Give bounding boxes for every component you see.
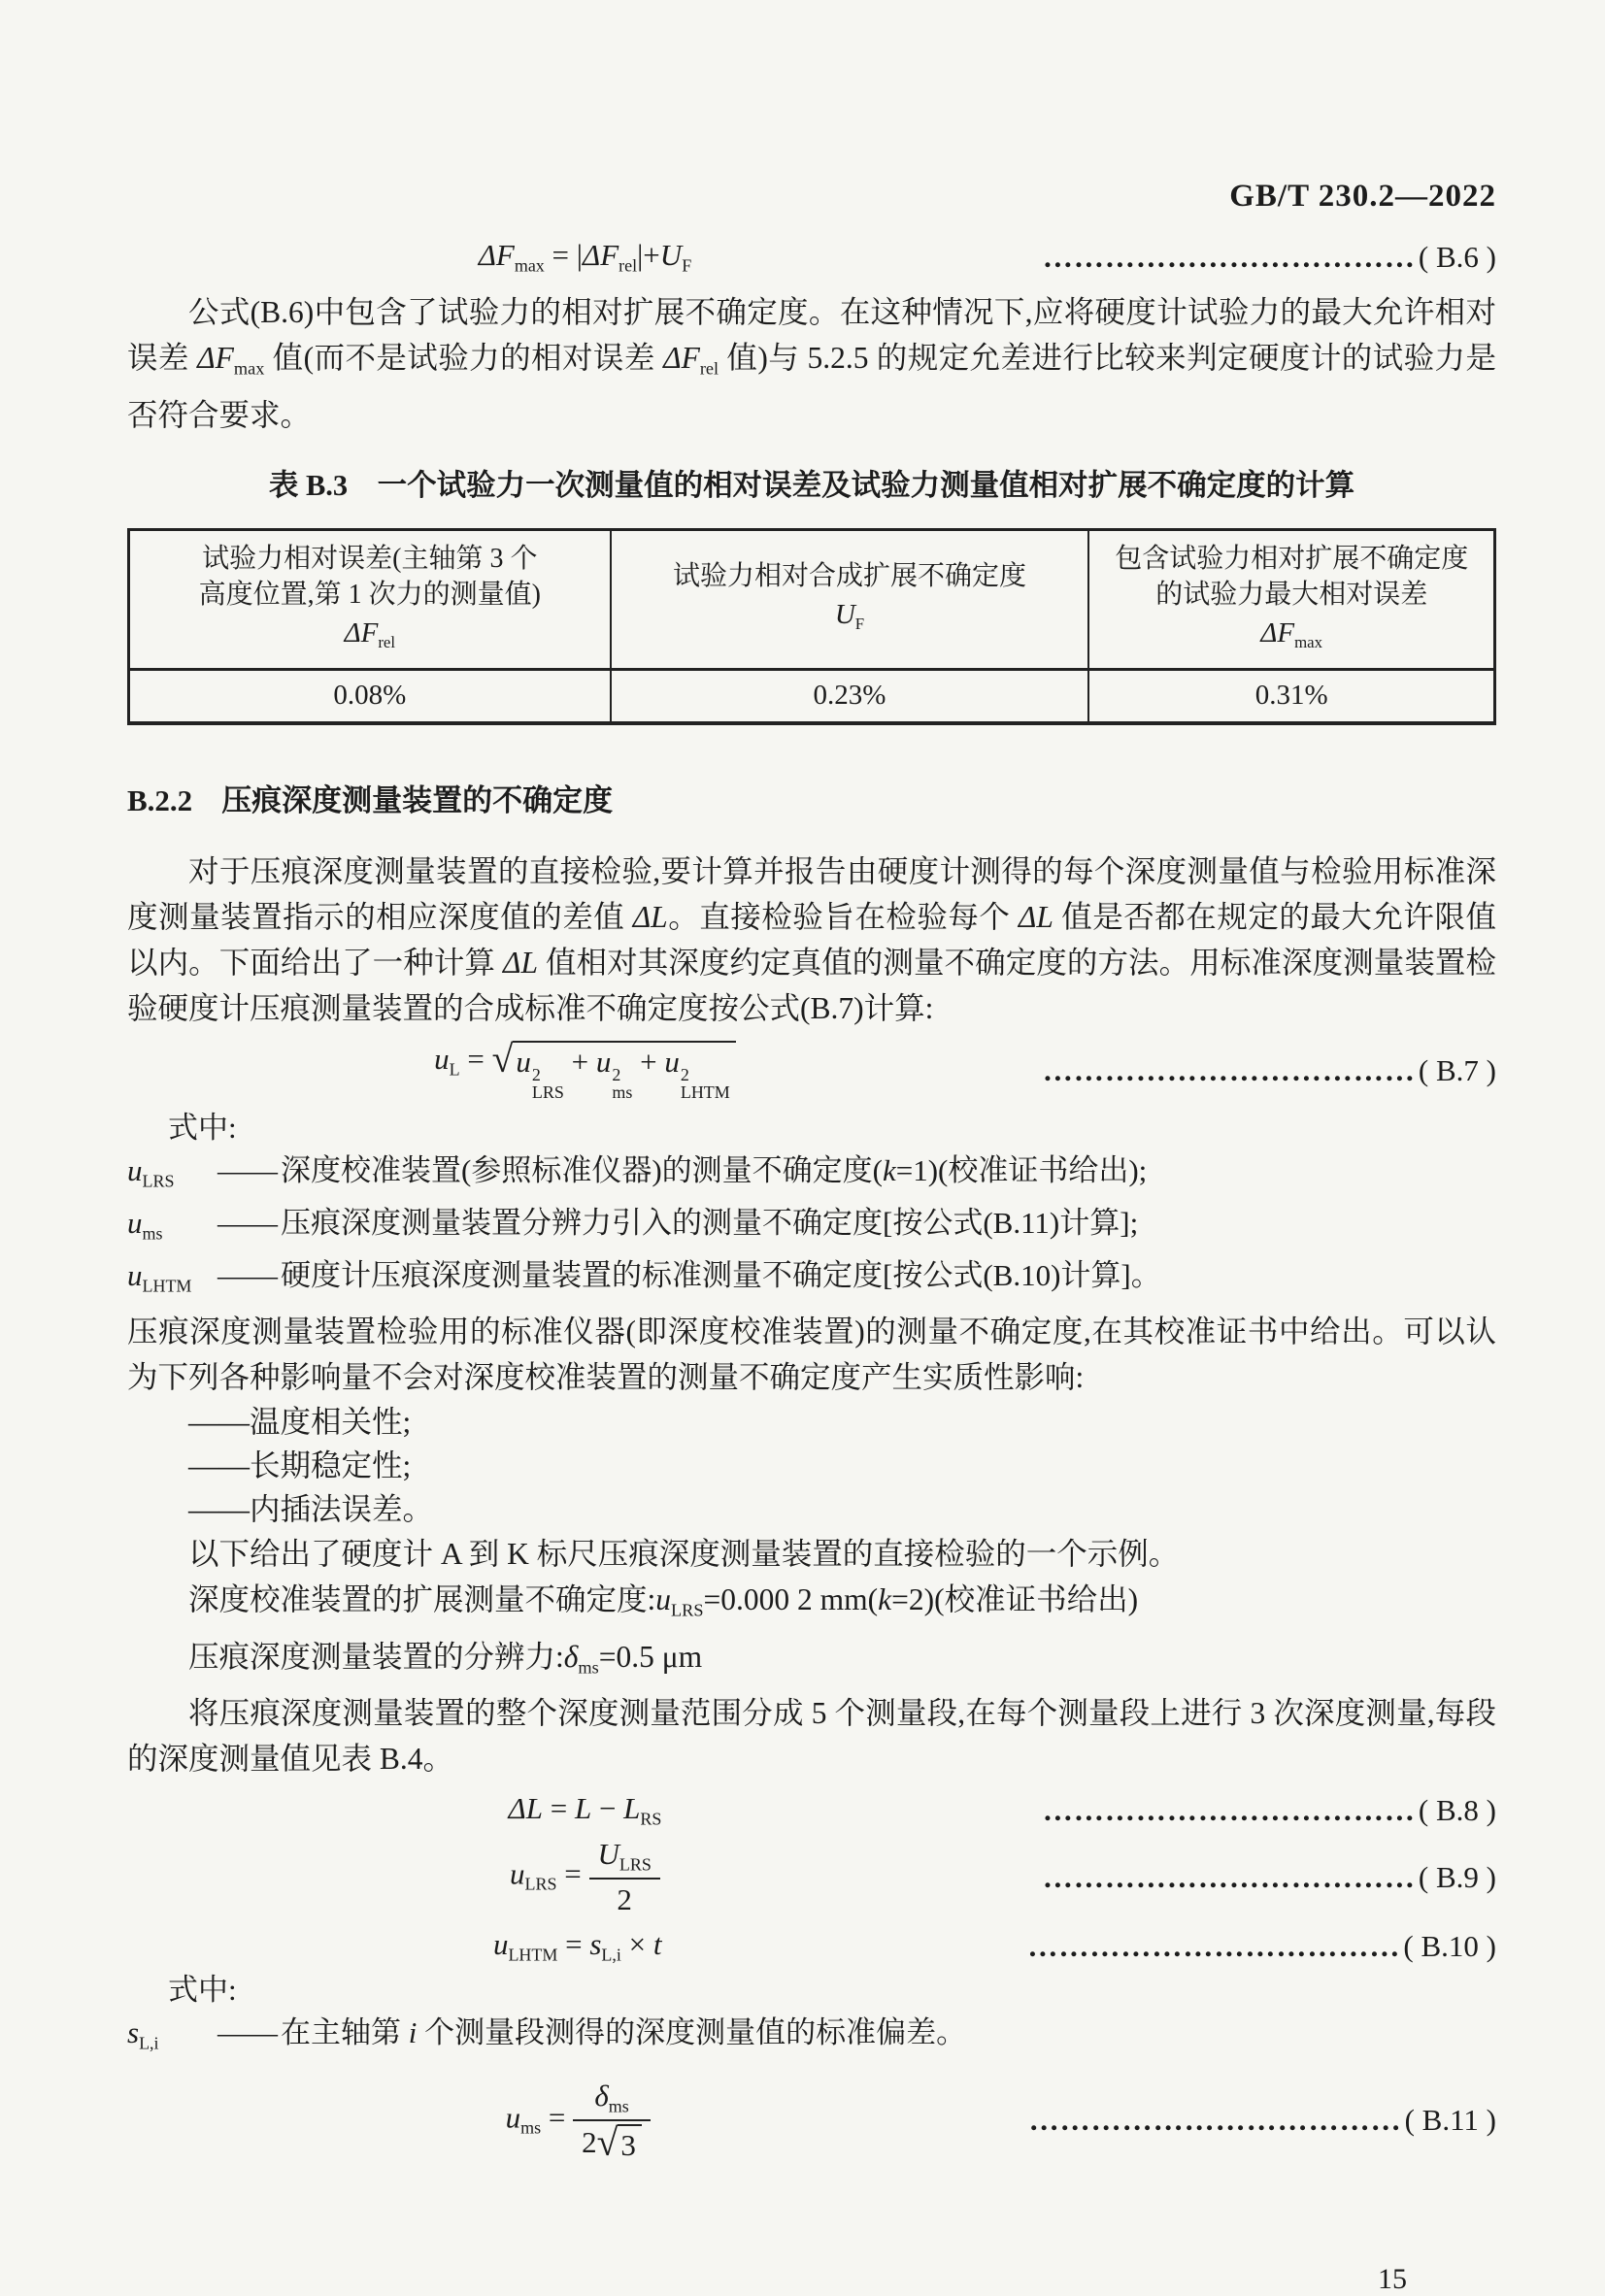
dot-leader-b9: ……………………………… [1042, 1859, 1416, 1894]
table-b3-value-col2: 0.23% [612, 671, 1090, 721]
formula-b6: $\Delta F_{max} = |\Delta F_{rel}|+U_F$ [478, 238, 692, 276]
table-b3-header-col3 [1089, 531, 1493, 671]
equation-b11-tail [1029, 2103, 1496, 2138]
definition-text: 在主轴第 i 个测量段测得的深度测量值的标准偏差。 [281, 2015, 967, 2050]
equation-b6 [127, 238, 1496, 276]
table-b3-header-row [130, 531, 1493, 671]
formula-b11: $u_{ms}$ = $\delta_{ms}$ 2 √ 3 [506, 2079, 651, 2163]
table-b3-header-col2 [612, 531, 1090, 671]
equation-b8-tail [1043, 1793, 1496, 1828]
definition-dash: —— [217, 1258, 278, 1293]
definition-text: 硬度计压痕深度测量装置的标准测量不确定度[按公式(B.10)计算]。 [281, 1258, 1161, 1293]
paragraph-standard-instrument: 压痕深度测量装置检验用的标准仪器(即深度校准装置)的测量不确定度,在其校准证书中给出。可以认为下列各种影响量不会对深度校准装置的测量不确定度产生实质性影响: [127, 1314, 1496, 1395]
section-heading-b2-2 [127, 776, 1496, 819]
definition-text: 压痕深度测量装置分辨力引入的测量不确定度[按公式(B.11)计算]; [281, 1205, 1139, 1240]
paragraph-measurement-segments: 将压痕深度测量装置的整个深度测量范围分成 5 个测量段,在每个测量段上进行 3 次深度测量,每段的深度测量值见表 B.4。 [127, 1696, 1496, 1777]
equation-b9 [127, 1837, 1496, 1917]
paragraph-b6-explanation: 公式(B.6)中包含了试验力的相对扩展不确定度。在这种情况下,应将硬度计试验力的最大允许相对误差 $\Delta F_{max}$ 值(而不是试验力的相对误差 $\Delta F_{rel}$ 值)与 5.2.5 的规定允差进行比较来判定硬度计的试验力是否符合要求。 [127, 295, 1496, 432]
dot-leader-b10: ……………………………… [1027, 1928, 1401, 1963]
equation-b6-body [127, 238, 1043, 276]
equation-b7-tail [1043, 1053, 1496, 1088]
header-col2-symbol: $U_F$ [834, 599, 865, 634]
where-label-2: 式中: [168, 1973, 237, 2008]
definition-dash: —— [217, 1205, 278, 1240]
definition-text: 深度校准装置(参照标准仪器)的测量不确定度(k=1)(校准证书给出); [281, 1152, 1148, 1187]
table-b3-header-col1 [130, 531, 612, 671]
equation-number-b11: ( B.11 ) [1404, 2102, 1496, 2137]
definition-s-li [127, 2012, 1496, 2064]
definition-symbol: $u_{ms}$ [127, 1205, 163, 1244]
header-col3-line1: 包含试验力相对扩展不确定度 [1115, 543, 1469, 574]
table-b3-value-col1: 0.08% [130, 671, 612, 721]
paragraph-ulrs-value: 深度校准装置的扩展测量不确定度$:u_{LRS}=0.000$ 2 mm(k=2)(校准证书给出) [188, 1582, 1139, 1620]
equation-b11 [127, 2079, 1496, 2163]
paragraph-resolution-value: 压痕深度测量装置的分辨力$:\delta_{ms}=0.5$ μm [188, 1639, 703, 1678]
definition-u-lrs [127, 1149, 1496, 1202]
formula-b9: $u_{LRS}$ = $\frac{U_{LRS}}{2}$ [510, 1837, 660, 1917]
equation-b8 [127, 1791, 1496, 1829]
list-item-stability: ——长期稳定性; [188, 1448, 412, 1483]
doc-number: GB/T 230.2—2022 [1229, 179, 1496, 214]
equation-b8-body [127, 1791, 1043, 1829]
header-col3-symbol: $\Delta F_{max}$ [1260, 616, 1323, 651]
equation-b6-tail [1043, 240, 1496, 275]
header-col1-line2: 高度位置,第 1 次力的测量值) [198, 579, 541, 610]
header-col3-line2: 的试验力最大相对误差 [1155, 579, 1428, 610]
definition-dash: —— [217, 1152, 278, 1187]
dot-leader-b6: ……………………………… [1042, 239, 1416, 274]
formula-b7: $u_L$ = √ u 2 LRS + u 2 ms + u 2 LHTM [434, 1041, 736, 1101]
definition-symbol: $s_{L,i}$ [127, 2015, 159, 2053]
header-col1-symbol: $\Delta F_{rel}$ [344, 616, 396, 651]
equation-number-b8: ( B.8 ) [1418, 1792, 1496, 1827]
equation-number-b10: ( B.10 ) [1403, 1928, 1496, 1963]
dot-leader-b11: ……………………………… [1028, 2102, 1402, 2137]
page-number: 15 [1378, 2263, 1407, 2296]
list-item-temperature: ——温度相关性; [188, 1405, 412, 1440]
equation-number-b6: ( B.6 ) [1418, 239, 1496, 274]
definition-dash: —— [217, 2015, 278, 2050]
equation-b7 [127, 1037, 1496, 1102]
equation-number-b7: ( B.7 ) [1418, 1052, 1496, 1087]
equation-number-b9: ( B.9 ) [1418, 1859, 1496, 1894]
equation-b9-tail [1043, 1860, 1496, 1895]
equation-b10-tail [1027, 1929, 1496, 1964]
equation-b9-body [127, 1837, 1043, 1917]
formula-b10: $u_{LHTM} = s_{L,i} \times t$ [492, 1927, 662, 1965]
section-number: B.2.2 [127, 782, 193, 817]
equation-b7-body [127, 1037, 1043, 1102]
dot-leader-b8: ……………………………… [1042, 1792, 1416, 1827]
paragraph-example: 以下给出了硬度计 A 到 K 标尺压痕深度测量装置的直接检验的一个示例。 [188, 1537, 1180, 1572]
equation-b11-body [127, 2079, 1029, 2163]
definition-u-lhtm [127, 1254, 1496, 1307]
table-b3 [127, 528, 1496, 725]
table-b3-value-col3: 0.31% [1254, 679, 1328, 711]
definition-symbol: $u_{LRS}$ [127, 1152, 175, 1190]
definition-u-ms [127, 1202, 1496, 1254]
table-b3-title: 表 B.3 一个试验力一次测量值的相对误差及试验力测量值相对扩展不确定度的计算 [268, 468, 1355, 502]
dot-leader-b7: ……………………………… [1042, 1052, 1416, 1087]
equation-b10 [127, 1927, 1496, 1965]
paragraph-b22-intro: 对于压痕深度测量装置的直接检验,要计算并报告由硬度计测得的每个深度测量值与检验用标准深度测量装置指示的相应深度值的差值 ΔL。直接检验旨在检验每个 ΔL 值是否都在规定的最大允许限值以内。下面给出了一种计算 ΔL 值相对其深度约定真值的测量不确定度的方法。用标准深度测量装置检验硬度计压痕测量装置的合成标准不确定度按公式(B.7)计算: [127, 853, 1496, 1025]
list-item-interpolation: ——内插法误差。 [188, 1492, 434, 1527]
section-title: 压痕深度测量装置的不确定度 [221, 782, 614, 817]
header-col2-line1: 试验力相对合成扩展不确定度 [673, 561, 1027, 592]
where-label-1: 式中: [168, 1110, 237, 1145]
table-b3-data-row [130, 671, 1493, 721]
header-col1-line1: 试验力相对误差(主轴第 3 个 [202, 543, 538, 574]
formula-b8: $\Delta L = L - L_{RS}$ [508, 1791, 662, 1829]
equation-b10-body [127, 1927, 1027, 1965]
definition-symbol: $u_{LHTM}$ [127, 1258, 192, 1296]
